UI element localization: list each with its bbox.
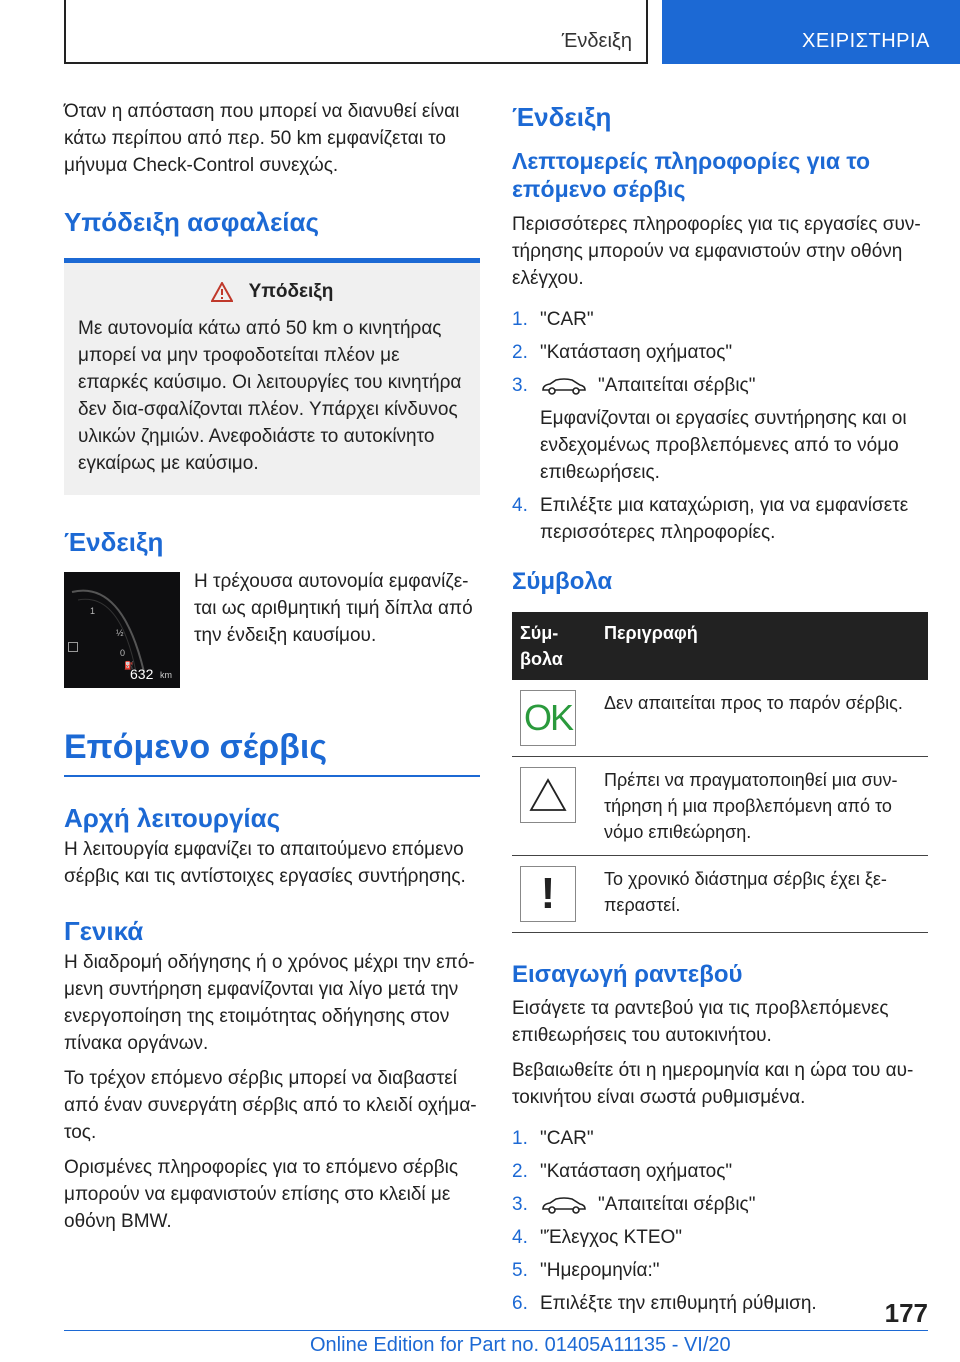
car-service-icon (540, 1195, 588, 1215)
display-row (64, 572, 480, 688)
symbols-heading: Σύμβολα (512, 568, 613, 595)
footer-edition-text: Online Edition for Part no. 01405A11135 - VI/20 (310, 1334, 731, 1356)
appointment-heading: Εισαγωγή ραντεβού (512, 961, 743, 988)
list-item: 5. "Ημερομηνία:" (512, 1260, 660, 1281)
exclamation-icon: ! (520, 866, 576, 922)
header-section-box (64, 0, 648, 64)
warning-box (64, 258, 480, 495)
list-item: 4. "Έλεγχος ΚΤΕΟ" (512, 1227, 683, 1248)
car-service-icon (540, 376, 588, 396)
gauge-scale-1: 1 (90, 606, 96, 616)
table-row (512, 757, 928, 856)
details-steps-list (512, 306, 928, 546)
list-item: 2. "Κατάσταση οχήματος" (512, 342, 733, 363)
left-column (64, 98, 480, 1235)
step-3-subtext: Εμφανίζονται οι εργασίες συντήρησης και οι ενδεχομένως προβλεπόμενες από το νόμο επιθεωρήσεις. (540, 408, 907, 483)
intro-paragraph: Όταν η απόσταση που μπορεί να διανυθεί είναι κάτω περίπου από περ. 50 km εμφανίζεται το μήνυμα Check-Control συνεχώς. (64, 101, 460, 176)
ok-icon: OK (520, 690, 576, 746)
list-item: 6. Επιλέξτε την επιθυμητή ρύθμιση. (512, 1293, 817, 1314)
warning-title: Υπόδειξη (248, 281, 334, 302)
display-heading-right: Ένδειξη (512, 102, 612, 132)
table-cell-description: Δεν απαιτείται προς το παρόν σέρβις. (596, 680, 928, 757)
appointment-paragraph-2: Βεβαιωθείτε ότι η ημερομηνία και η ώρα του αυ-τοκινήτου είναι σωστά ρυθμισμένα. (512, 1060, 914, 1108)
appointment-paragraph-1: Εισάγετε τα ραντεβού για τις προβλεπόμενες επιθεωρήσεις του αυτοκινήτου. (512, 998, 889, 1046)
table-row (512, 680, 928, 757)
symbols-table (512, 612, 928, 933)
list-item: 2. "Κατάσταση οχήματος" (512, 1161, 733, 1182)
header-chapter-box (662, 0, 960, 64)
list-item: 3. "Απαιτείται σέρβις" Εμφανίζονται οι εργασίες συντήρησης και οι ενδεχομένως προβλεπόμενες από το νόμο επιθεωρήσεις. (512, 372, 928, 486)
right-column (512, 98, 928, 1323)
general-paragraph-3: Ορισμένες πληροφορίες για το επόμενο σέρβις μπορούν να εμφανιστούν επίσης στο κλειδί με οθόνη BMW. (64, 1157, 459, 1232)
appointment-steps-list (512, 1125, 928, 1317)
details-heading: Λεπτομερείς πληροφορίες για το επόμενο σέρβις (512, 148, 871, 202)
details-text: Περισσότερες πληροφορίες για τις εργασίες συν-τήρησης μπορούν να εμφανιστούν στην οθόνη ελέγχου. (512, 214, 921, 289)
table-row (512, 856, 928, 933)
principle-text: Η λειτουργία εμφανίζει το απαιτούμενο επόμενο σέρβις και τις αντίστοιχες εργασίες συντήρησης. (64, 839, 466, 887)
svg-text:⛽: ⛽ (124, 661, 134, 670)
list-item: 1. "CAR" (512, 1128, 594, 1149)
fuel-gauge-image (64, 572, 180, 688)
display-heading-left: Ένδειξη (64, 527, 164, 557)
gauge-scale-0: 0 (120, 648, 126, 658)
gauge-unit: km (160, 670, 172, 680)
service-heading: Επόμενο σέρβις (64, 728, 480, 777)
warning-triangle-icon (211, 282, 233, 302)
general-paragraph-1: Η διαδρομή οδήγησης ή ο χρόνος μέχρι την επό-μενη συντήρηση εμφανίζονται για λίγο μετά την ενεργοποίηση της ετοιμότητας οδήγησης στον πίνακα οργάνων. (64, 952, 475, 1054)
general-heading: Γενικά (64, 916, 144, 946)
warning-triangle-icon (520, 767, 576, 823)
table-header-symbols: Σύμ-βολα (512, 612, 596, 680)
list-item: 1. "CAR" (512, 309, 594, 330)
list-item: 3. "Απαιτείται σέρβις" (512, 1194, 756, 1215)
gauge-reading: 632 (130, 666, 154, 682)
principle-heading: Αρχή λειτουργίας (64, 803, 281, 833)
warning-title-row (78, 281, 466, 303)
table-cell-description: Πρέπει να πραγματοποιηθεί μια συν-τήρηση ή μια προβλεπόμενη από το νόμο επιθεώρηση. (596, 757, 928, 856)
table-cell-description: Το χρονικό διάστημα σέρβις έχει ξε-περαστεί. (596, 856, 928, 933)
display-text: Η τρέχουσα αυτονομία εμφανίζε-ται ως αριθμητική τιμή δίπλα από την ένδειξη καυσίμου. (194, 571, 473, 646)
header-section-title: Ένδειξη (561, 30, 632, 52)
warning-text: Με αυτονομία κάτω από 50 km ο κινητήρας μπορεί να μην τροφοδοτείται πλέον με επαρκές καύσιμο. Οι λειτουργίες του κινητήρα δεν δια-σφαλίζονται πλέον. Υπάρχει κίνδυνος υλικών ζημιών. Ανεφοδιάστε το αυτοκίνητο εγκαίρως με καύσιμο. (78, 318, 462, 474)
gauge-scale-half: ½ (116, 628, 124, 638)
footer-divider (64, 1330, 928, 1331)
page-number: 177 (884, 1298, 928, 1328)
fuel-pump-icon (68, 642, 78, 652)
list-item: 4. Επιλέξτε μια καταχώριση, για να εμφανίσετε περισσότερες πληροφορίες. (512, 495, 909, 543)
table-header-description: Περιγραφή (596, 612, 928, 680)
safety-heading: Υπόδειξη ασφαλείας (64, 207, 320, 237)
general-paragraph-2: Το τρέχον επόμενο σέρβις μπορεί να διαβαστεί από έναν συνεργάτη σέρβις από το κλειδί οχήμα-τος. (64, 1068, 477, 1143)
header-chapter-title: ΧΕΙΡΙΣΤΗΡΙΑ (802, 30, 930, 52)
